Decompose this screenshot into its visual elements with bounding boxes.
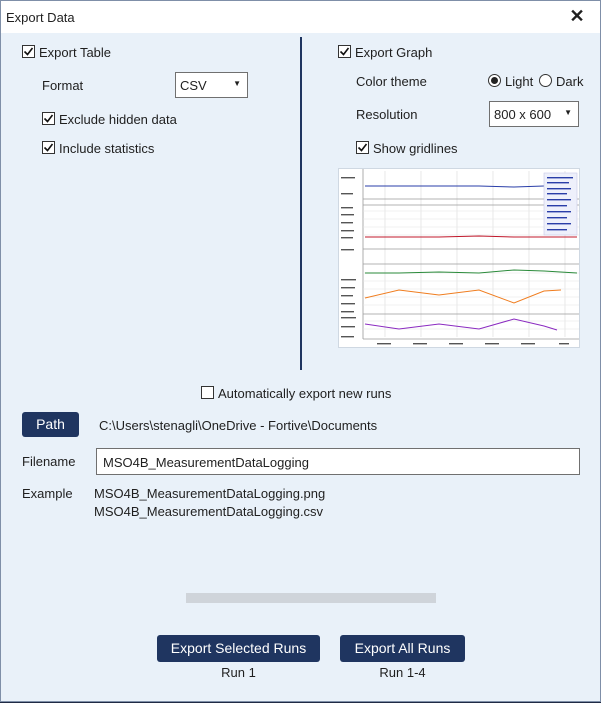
export-progress-bar	[186, 593, 436, 603]
example-file-csv: MSO4B_MeasurementDataLogging.csv	[94, 504, 324, 519]
color-theme-label: Color theme	[356, 74, 427, 89]
checkmark-icon	[339, 46, 350, 57]
checkmark-icon	[43, 113, 54, 124]
export-selected-runs-button[interactable]: Export Selected Runs	[157, 635, 320, 662]
window-title: Export Data	[6, 10, 75, 25]
chevron-down-icon: ▼	[564, 108, 572, 117]
theme-light-radio[interactable]	[488, 74, 501, 87]
theme-dark-label: Dark	[556, 74, 584, 89]
auto-export-checkbox[interactable]	[201, 386, 214, 399]
resolution-select[interactable]	[489, 101, 579, 127]
path-button[interactable]: Path	[22, 412, 79, 437]
chevron-down-icon: ▼	[233, 79, 241, 88]
export-graph-checkbox[interactable]	[338, 45, 351, 58]
checkmark-icon	[357, 142, 368, 153]
include-stats-checkbox[interactable]	[42, 141, 55, 154]
example-label: Example	[22, 486, 73, 501]
close-icon[interactable]: ✕	[569, 6, 585, 26]
export-graph-label: Export Graph	[355, 45, 433, 60]
resolution-label: Resolution	[356, 107, 418, 122]
filename-input[interactable]	[96, 448, 580, 475]
filename-value: MSO4B_MeasurementDataLogging	[103, 455, 309, 470]
gridlines-label: Show gridlines	[373, 141, 458, 156]
exclude-hidden-label: Exclude hidden data	[59, 112, 177, 127]
title-bar	[1, 1, 600, 33]
resolution-value: 800 x 600	[494, 107, 552, 122]
format-value: CSV	[180, 78, 207, 93]
graph-preview-image	[339, 169, 579, 347]
example-file-png: MSO4B_MeasurementDataLogging.png	[94, 486, 326, 501]
export-all-runs-sub: Run 1-4	[379, 665, 426, 680]
format-label: Format	[42, 78, 84, 93]
radio-dot-icon	[491, 77, 498, 84]
path-value: C:\Users\stenagli\OneDrive - Fortive\Documents	[99, 418, 378, 433]
theme-light-label: Light	[505, 74, 534, 89]
graph-preview-thumbnail	[338, 168, 580, 348]
exclude-hidden-checkbox[interactable]	[42, 112, 55, 125]
theme-dark-radio[interactable]	[539, 74, 552, 87]
export-table-label: Export Table	[39, 45, 112, 60]
export-table-checkbox[interactable]	[22, 45, 35, 58]
checkmark-icon	[43, 142, 54, 153]
export-all-runs-button[interactable]: Export All Runs	[340, 635, 465, 662]
gridlines-checkbox[interactable]	[356, 141, 369, 154]
include-stats-label: Include statistics	[59, 141, 155, 156]
filename-label: Filename	[22, 454, 76, 469]
auto-export-label: Automatically export new runs	[218, 386, 392, 401]
checkmark-icon	[23, 46, 34, 57]
format-select[interactable]	[175, 72, 248, 98]
export-selected-runs-sub: Run 1	[221, 665, 256, 680]
column-divider	[300, 37, 302, 370]
